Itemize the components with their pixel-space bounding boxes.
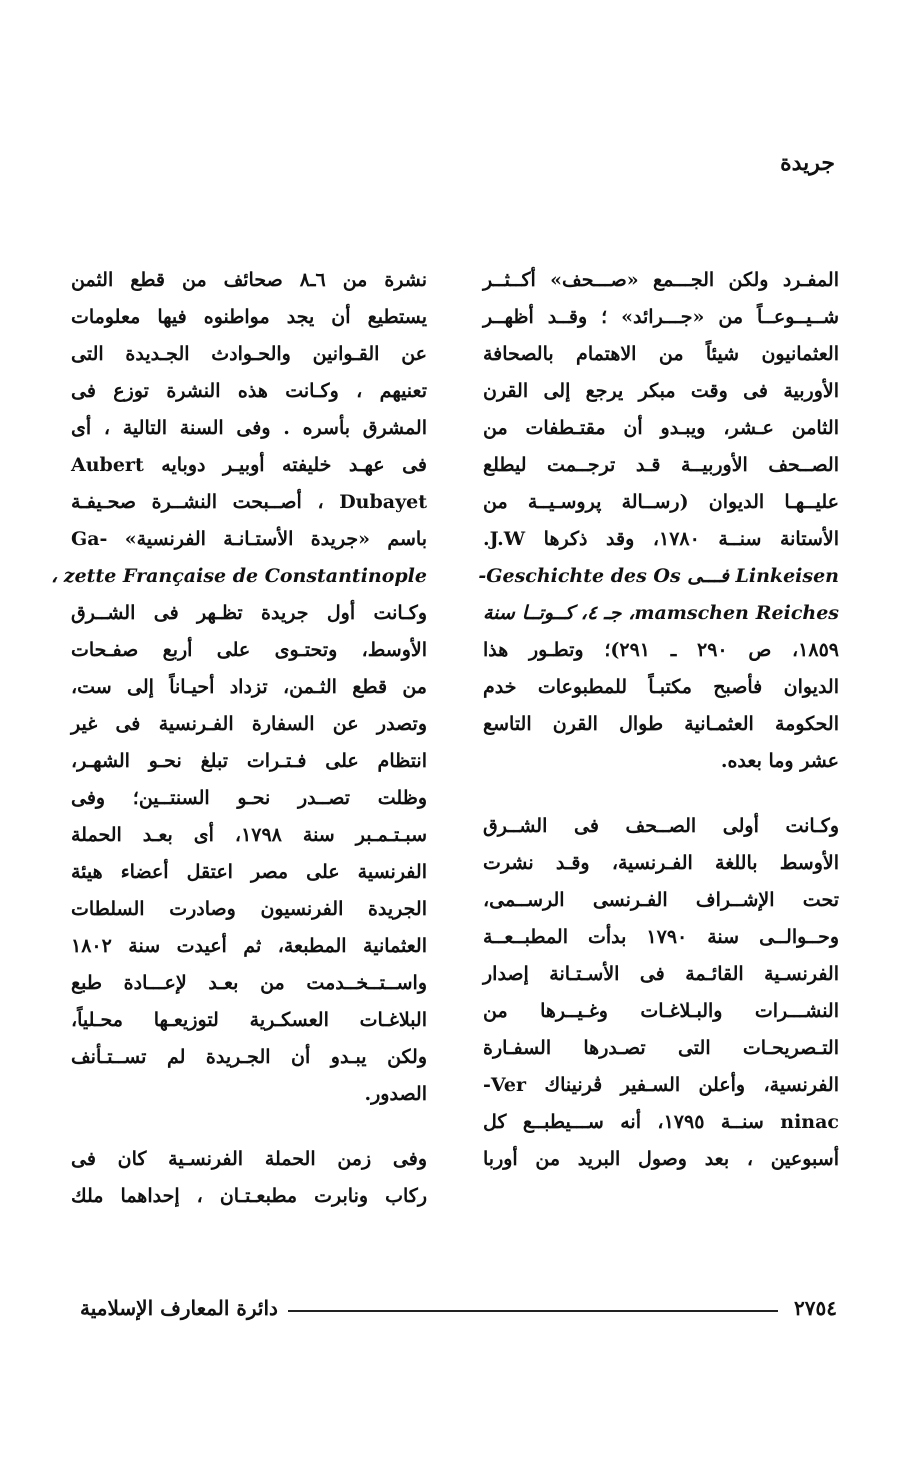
text-line: العثمانية المطبعة، ثم أعيدت سنة ١٨٠٢ [71, 935, 427, 957]
text-line: الأستانة سنــة ١٧٨٠، وقد ذكرها J.W. [483, 528, 839, 550]
text-line: الأوربية فى وقت مبكر يرجع إلى القرن [483, 380, 839, 402]
text-line: الفرنسـية القائـمة فى الأسـتـانة إصدار [483, 963, 839, 985]
text-line: وحــوالــى سنة ١٧٩٠ بدأت المطبــعــة [483, 926, 839, 948]
text-line: سبـتـمـبر سنة ١٧٩٨، أى بعـد الحملة [71, 824, 428, 846]
text-line: الأوسط، وتحتـوى على أربع صفـحات [71, 639, 427, 661]
publication-title: دائرة المعارف الإسلامية [80, 1296, 278, 1320]
text-line: الديوان فأصبح مكتبـاً للمطبوعات خدم [483, 676, 839, 698]
paragraph [51, 262, 428, 1113]
paragraph [71, 1141, 427, 1215]
text-line: التـصريحـات التى تصـدرها السفـارة [483, 1037, 839, 1059]
running-title: جريدة [780, 150, 835, 176]
text-line: الفرنسية، وأعلن السـفير ڤرنيناك Ver- [483, 1074, 839, 1096]
text-line: المشرق بأسره . وفى السنة التالية ، أى [71, 417, 427, 439]
text-line: أسبوعين ، بعد وصول البريد من أوربا [483, 1148, 839, 1170]
text-line: عن القـوانين والحـوادث الجـديدة التى [71, 343, 427, 365]
text-line: وظلت تصــدر نحـو السنتــين؛ وفى [71, 787, 427, 809]
text-line: تعنيهم ، وكـانت هذه النشرة توزع فى [71, 380, 427, 402]
text-column-right [478, 262, 839, 1178]
page-footer [0, 1296, 921, 1326]
paragraph [478, 262, 839, 780]
text-line: وتصدر عن السفارة الفـرنسية فى غير [71, 713, 427, 735]
text-column-left [51, 262, 428, 1215]
text-line: الصدور. [364, 1083, 427, 1105]
text-line: ولكن يبـدو أن الجـريدة لم تســتـأنف [71, 1046, 427, 1068]
text-line: فى عهـد خليفته أوبيـر دوبايه Aubert [71, 454, 427, 476]
text-line: الحكومة العثمـانية طوال القرن التاسع [483, 713, 839, 735]
text-line: يستطيع أن يجد مواطنوه فيها معلومات [71, 306, 427, 328]
text-line: Dubayet ، أصــبحت النشــرة صحـيفـة [71, 491, 427, 513]
text-line: النشـــرات والبـلاغـات وغـيــرها من [483, 1000, 839, 1022]
text-line: وفى زمن الحملة الفرنسـية كان فى [71, 1148, 427, 1170]
text-line: وكـانت أول جريدة تظـهر فى الشــرق [71, 602, 427, 624]
text-line: البلاغـات العسكـرية لتوزيعـها محـلياً، [71, 1009, 427, 1031]
text-line: نشرة من ٦ـ٨ صحائف من قطع الثمن [71, 269, 427, 291]
text-line: ١٨٥٩، ص ٢٩٠ ـ ٢٩١)؛ وتطـور هذا [483, 639, 839, 661]
text-line: الجريدة الفرنسيون وصادرت السلطات [71, 898, 427, 920]
footer-divider [288, 1310, 778, 1312]
text-line: عليــهـا الديوان (رســالة پروسـيــة من [483, 491, 839, 513]
text-line: ركاب ونابرت مطبعـتـان ، إحداهما ملك [71, 1185, 427, 1207]
text-line: mamschen Reiches، جـ ٤، كــوتــا سنة [483, 602, 839, 624]
text-line: تحت الإشــراف الفـرنسى الرســمى، [483, 889, 839, 911]
text-line: العثمانيون شيئاً من الاهتمام بالصحافة [483, 343, 839, 365]
text-line: باسم «جريدة الأستـانـة الفرنسية» -Ga [71, 528, 427, 550]
text-line: zette Française de Constantinople ، [51, 565, 427, 587]
text-line: المفـرد ولكن الجـــمع «صـــحف» أكــثــر [483, 269, 839, 291]
text-line: واســتــخــدمت من بعـد لإعـــادة طبع [71, 972, 427, 994]
text-line: الثامن عـشر، ويبـدو أن مقتـطفات من [483, 417, 839, 439]
text-line: انتظام على فـتـرات تبلغ نحـو الشهـر، [71, 750, 427, 772]
text-line: ninac سنــة ١٧٩٥، أنه ســـيطبــع كل [483, 1111, 839, 1133]
text-line: من قطع الثـمن، تزداد أحيـاناً إلى ست، [71, 676, 427, 698]
text-line: الفرنسية على مصر اعتقل أعضاء هيئة [71, 861, 427, 883]
text-line: الصــحف الأوربيــة قـد ترجــمت ليطلع [483, 454, 839, 476]
page-number: ٢٧٥٤ [794, 1296, 837, 1320]
text-line: شــيــوعــاً من «جـــرائد» ؛ وقــد أظهــر [483, 306, 839, 328]
text-line: عشر وما بعده. [720, 750, 839, 772]
paragraph [483, 808, 839, 1178]
text-line: الأوسط باللغة الفـرنسية، وقـد نشرت [483, 852, 839, 874]
text-line: وكـانت أولى الصــحف فى الشــرق [483, 815, 839, 837]
text-line: Linkeisen فـــى Geschichte des Os- [478, 565, 839, 587]
